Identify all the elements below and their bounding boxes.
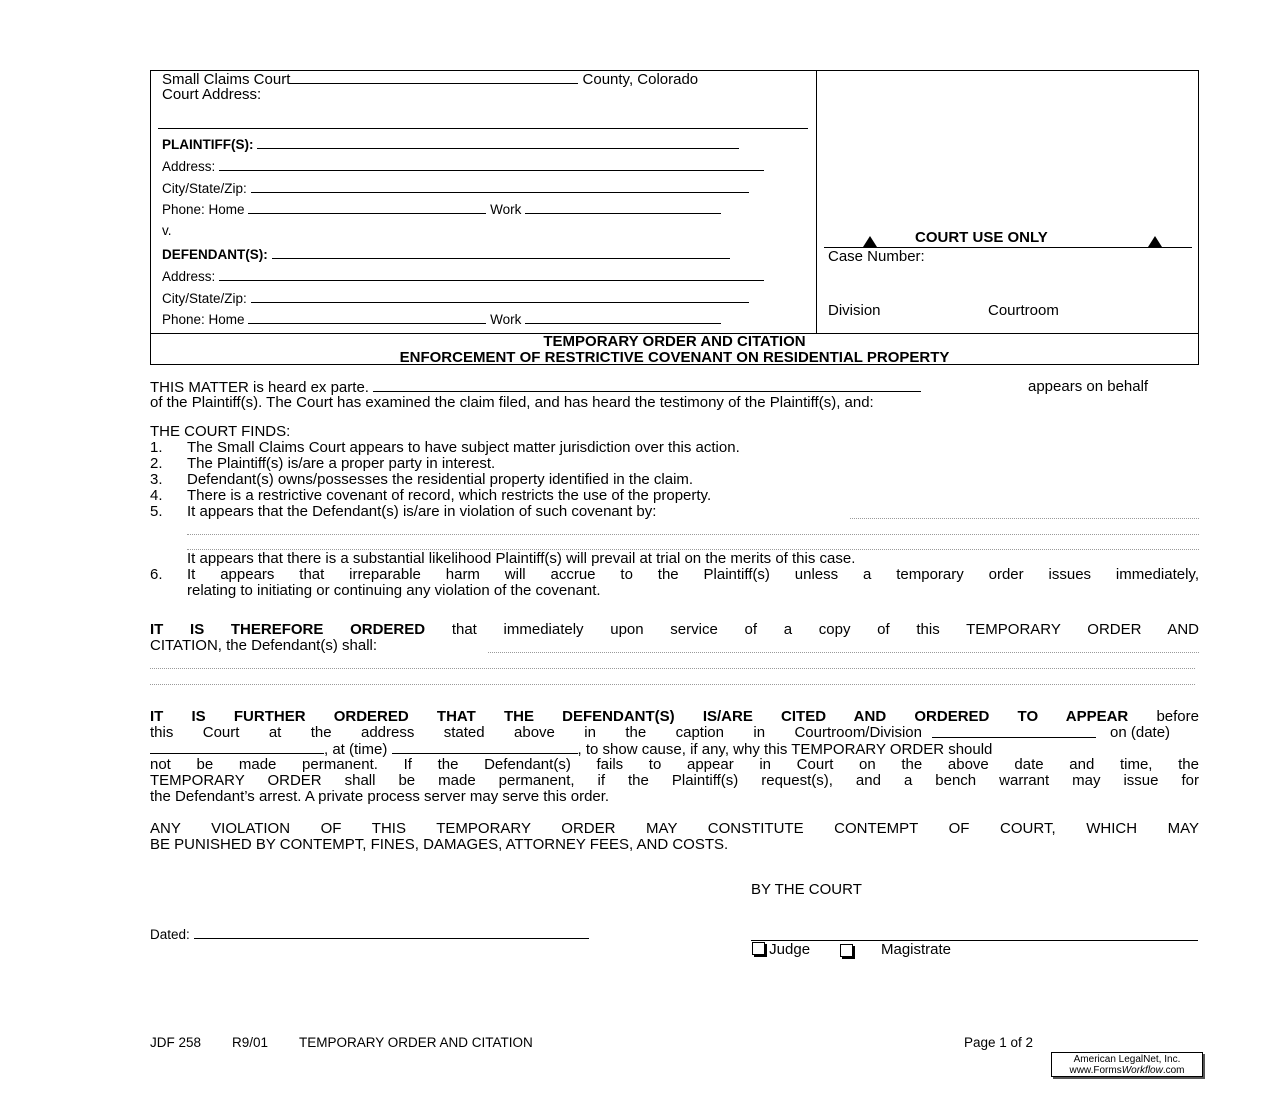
footer-revision: R9/01 <box>232 1035 269 1050</box>
appearing-party-blank[interactable] <box>373 379 921 392</box>
ordered-blank-1[interactable] <box>488 652 1199 653</box>
defendant-address-line: Address: <box>162 268 764 285</box>
appearance-time-blank[interactable] <box>392 741 578 754</box>
caption-divider-vertical <box>816 70 817 333</box>
defendant-home-phone-blank[interactable] <box>248 311 486 324</box>
violation-blank-1[interactable] <box>850 518 1199 519</box>
further-line1: IT IS FURTHER ORDERED THAT THE DEFENDANT(S) IS/ARE CITED AND ORDERED TO APPEAR before <box>150 708 1199 725</box>
versus-label: v. <box>162 223 172 238</box>
dated-blank[interactable] <box>194 926 589 939</box>
dated-line: Dated: <box>150 926 589 943</box>
defendant-city-blank[interactable] <box>251 290 749 303</box>
finding-6-line2: relating to initiating or continuing any violation of the covenant. <box>187 582 601 599</box>
plaintiff-work-phone-blank[interactable] <box>525 201 721 214</box>
signature-line[interactable] <box>751 940 1198 941</box>
defendant-line: DEFENDANT(S): <box>162 246 730 263</box>
court-address-label: Court Address: <box>162 86 262 103</box>
defendant-phone-line: Phone: Home Work <box>162 311 721 328</box>
defendant-work-phone-blank[interactable] <box>525 311 721 324</box>
badge-line1: American LegalNet, Inc. <box>1073 1054 1181 1065</box>
plaintiff-home-phone-blank[interactable] <box>248 201 486 214</box>
form-title-line1: TEMPORARY ORDER AND CITATION <box>543 333 806 350</box>
by-the-court-label: BY THE COURT <box>751 881 862 898</box>
intro-line1: THIS MATTER is heard ex parte. <box>150 379 921 396</box>
finding-6-number: 6. <box>150 566 163 583</box>
ordered-blank-3[interactable] <box>150 684 1195 685</box>
division-label: Division <box>828 302 881 319</box>
finding-4-number: 4. <box>150 487 163 504</box>
finding-2-text: The Plaintiff(s) is/are a proper party in interest. <box>187 455 496 472</box>
likelihood-text: It appears that there is a substantial likelihood Plaintiff(s) will prevail at trial on the merits of this case. <box>187 550 856 567</box>
further-line2-end: on (date) <box>1110 724 1171 741</box>
courtroom-label: Courtroom <box>988 302 1059 319</box>
footer-form-id: JDF 258 <box>150 1035 202 1050</box>
plaintiff-address-blank[interactable] <box>219 158 764 171</box>
case-number-label: Case Number: <box>828 248 925 265</box>
finding-3-number: 3. <box>150 471 163 488</box>
courtroom-division-blank[interactable] <box>932 725 1096 738</box>
footer-form-title: TEMPORARY ORDER AND CITATION <box>299 1035 533 1050</box>
footer-page-number: Page 1 of 2 <box>964 1035 1034 1050</box>
ordered-line2: CITATION, the Defendant(s) shall: <box>150 637 378 654</box>
triangle-right-icon <box>1148 234 1162 252</box>
plaintiff-city-line: City/State/Zip: <box>162 180 749 197</box>
plaintiff-line: PLAINTIFF(S): <box>162 136 739 153</box>
court-address-blank[interactable] <box>158 128 808 129</box>
ordered-line1: IT IS THEREFORE ORDERED that immediately upon service of a copy of this TEMPORARY ORDER AND <box>150 621 1199 638</box>
further-line2: this Court at the address stated above in the caption in Courtroom/Division <box>150 724 922 741</box>
plaintiff-address-line: Address: <box>162 158 764 175</box>
defendant-blank[interactable] <box>272 246 730 259</box>
intro-line1-end: appears on behalf <box>1028 378 1149 395</box>
form-title-line2: ENFORCEMENT OF RESTRICTIVE COVENANT ON RESIDENTIAL PROPERTY <box>399 349 950 366</box>
badge-line2: www.FormsWorkflow.com <box>1069 1065 1185 1076</box>
appearance-date-blank[interactable] <box>150 741 324 754</box>
finding-1-text: The Small Claims Court appears to have subject matter jurisdiction over this action. <box>187 439 740 456</box>
finding-3-text: Defendant(s) owns/possesses the residential property identified in the claim. <box>187 471 694 488</box>
intro-line2: of the Plaintiff(s). The Court has examined the claim filed, and has heard the testimony of the Plaintiff(s), and: <box>150 394 874 411</box>
further-line4: not be made permanent. If the Defendant(s) fails to appear in Court on the above date and time, the <box>150 756 1199 773</box>
finding-6-line1: It appears that irreparable harm will accrue to the Plaintiff(s) unless a temporary order issues immediately, <box>187 566 1199 583</box>
court-name-line: Small Claims Court County, Colorado <box>162 71 699 88</box>
finding-5-text: It appears that the Defendant(s) is/are in violation of such covenant by: <box>187 503 657 520</box>
finding-4-text: There is a restrictive covenant of record, which restricts the use of the property. <box>187 487 712 504</box>
judge-option[interactable]: Judge <box>752 942 810 958</box>
judge-checkbox[interactable] <box>752 942 765 955</box>
county-blank[interactable] <box>290 71 578 84</box>
finding-5-number: 5. <box>150 503 163 520</box>
magistrate-label: Magistrate <box>881 941 952 958</box>
finding-2-number: 2. <box>150 455 163 472</box>
violation-blank-2[interactable] <box>187 534 1199 535</box>
magistrate-checkbox[interactable] <box>840 943 853 961</box>
findings-heading: THE COURT FINDS: <box>150 423 291 440</box>
court-use-only-label: COURT USE ONLY <box>915 229 1048 246</box>
violation-line2: BE PUNISHED BY CONTEMPT, FINES, DAMAGES, ATTORNEY FEES, AND COSTS. <box>150 836 729 853</box>
defendant-city-line: City/State/Zip: <box>162 290 749 307</box>
plaintiff-city-blank[interactable] <box>251 180 749 193</box>
further-line5: TEMPORARY ORDER shall be made permanent, if the Plaintiff(s) request(s), and a bench warrant may issue for <box>150 772 1199 789</box>
plaintiff-blank[interactable] <box>257 136 739 149</box>
american-legalnet-badge[interactable] <box>1051 1052 1203 1077</box>
plaintiff-phone-line: Phone: Home Work <box>162 201 721 218</box>
further-line3: , at (time) , to show cause, if any, why this TEMPORARY ORDER should <box>150 741 992 758</box>
further-line6: the Defendant’s arrest. A private process server may serve this order. <box>150 788 610 805</box>
finding-1-number: 1. <box>150 439 163 456</box>
ordered-blank-2[interactable] <box>150 668 1195 669</box>
defendant-address-blank[interactable] <box>219 268 764 281</box>
violation-line1: ANY VIOLATION OF THIS TEMPORARY ORDER MAY CONSTITUTE CONTEMPT OF COURT, WHICH MAY <box>150 820 1199 837</box>
